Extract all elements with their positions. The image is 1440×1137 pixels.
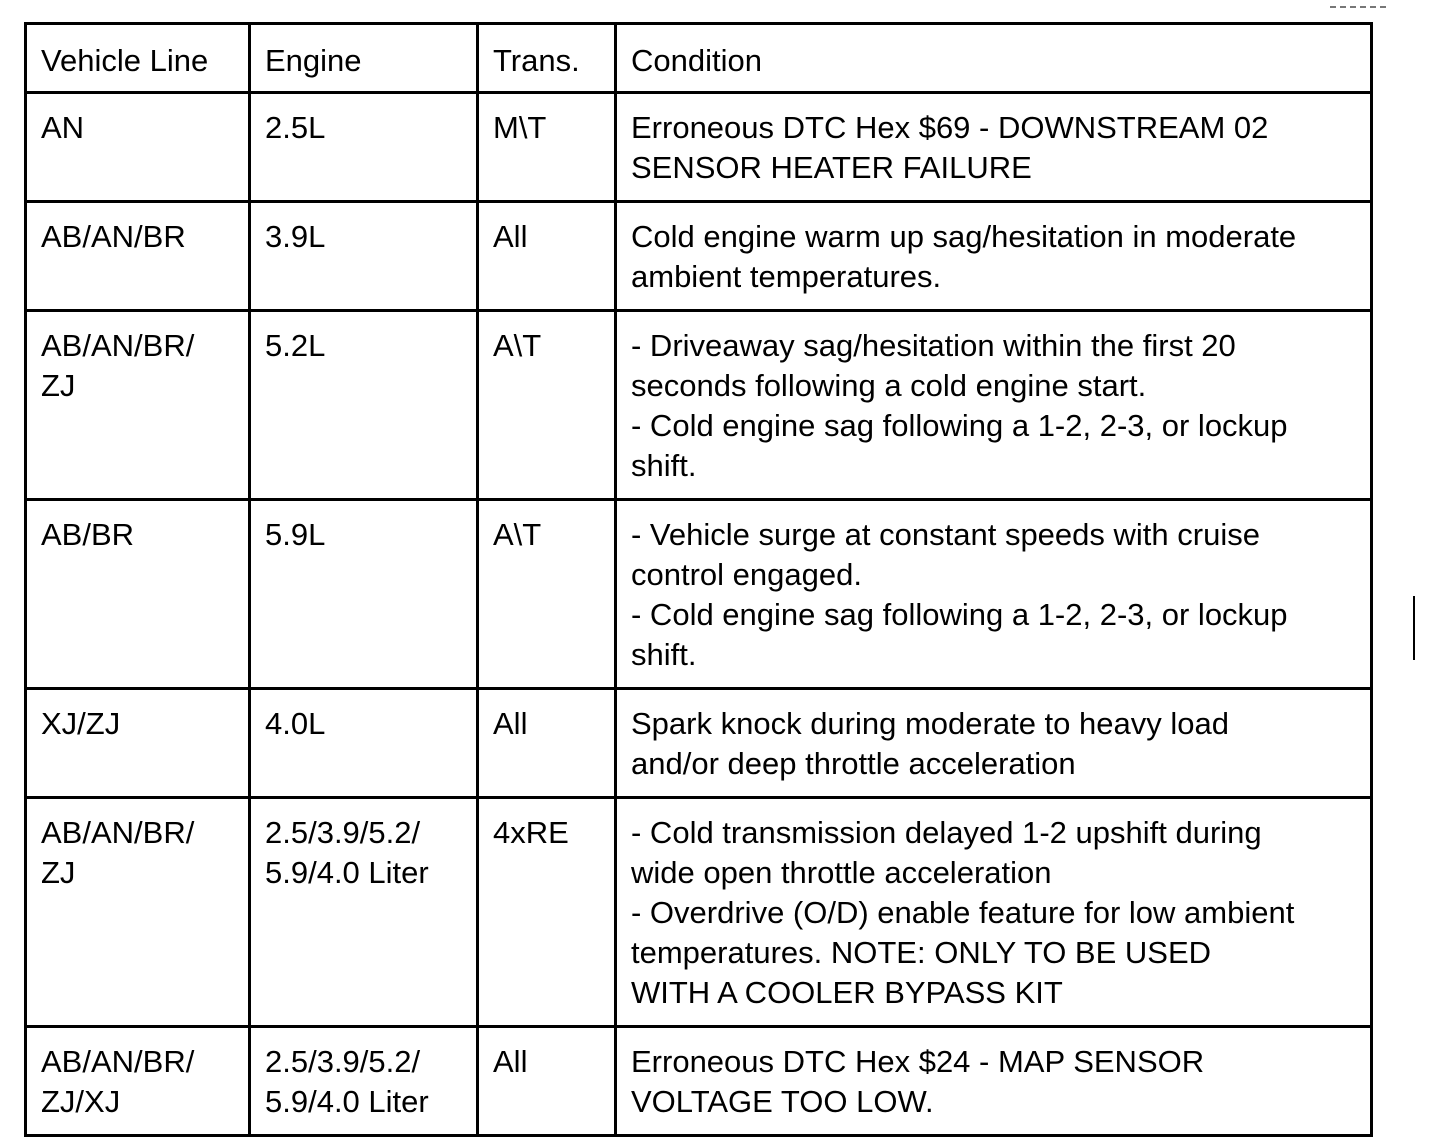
cell-engine <box>250 93 478 202</box>
cell-vehicle-line-line: AB/AN/BR/ <box>41 328 195 363</box>
cell-trans-line: All <box>493 219 528 254</box>
cell-condition-line: Cold engine warm up sag/hesitation in moderate <box>631 219 1297 254</box>
cell-condition-line: SENSOR HEATER FAILURE <box>631 150 1032 185</box>
cell-condition-line: WITH A COOLER BYPASS KIT <box>631 975 1063 1010</box>
cell-condition-line: - Cold engine sag following a 1-2, 2-3, or lockup <box>631 408 1288 443</box>
cell-engine-line: 5.9/4.0 Liter <box>265 855 429 890</box>
cell-engine-line: 2.5L <box>265 110 326 145</box>
cell-engine-line: 2.5/3.9/5.2/ <box>265 1044 421 1079</box>
cell-vehicle-line-line: XJ/ZJ <box>41 706 121 741</box>
cell-trans-line: A\T <box>493 517 542 552</box>
cell-engine-line: 4.0L <box>265 706 326 741</box>
cell-condition-line: ambient temperatures. <box>631 259 942 294</box>
cell-condition-line: Erroneous DTC Hex $69 - DOWNSTREAM 02 <box>631 110 1269 145</box>
cell-trans <box>478 93 616 202</box>
cell-vehicle-line-line: AB/AN/BR/ <box>41 815 195 850</box>
table-row <box>26 311 1372 500</box>
cell-trans-line: 4xRE <box>493 815 569 850</box>
cell-vehicle-line <box>26 202 250 311</box>
cell-condition-line: temperatures. NOTE: ONLY TO BE USED <box>631 935 1212 970</box>
cell-vehicle-line-line: ZJ/XJ <box>41 1084 121 1119</box>
cell-engine <box>250 202 478 311</box>
cell-trans-line: A\T <box>493 328 542 363</box>
cell-trans <box>478 798 616 1027</box>
cell-condition <box>616 689 1372 798</box>
cell-condition-line: - Driveaway sag/hesitation within the first 20 <box>631 328 1236 363</box>
cell-vehicle-line <box>26 689 250 798</box>
cell-condition <box>616 500 1372 689</box>
cell-engine-line: 2.5/3.9/5.2/ <box>265 815 421 850</box>
cell-engine <box>250 689 478 798</box>
cell-trans <box>478 689 616 798</box>
cell-engine-line: 5.9/4.0 Liter <box>265 1084 429 1119</box>
header-vehicle-line: Vehicle Line <box>26 24 250 93</box>
cell-vehicle-line-line: AN <box>41 110 85 145</box>
cell-engine-line: 3.9L <box>265 219 326 254</box>
cell-trans-line: All <box>493 1044 528 1079</box>
header-row <box>26 24 1372 93</box>
table-row <box>26 500 1372 689</box>
cell-condition <box>616 202 1372 311</box>
cell-vehicle-line <box>26 311 250 500</box>
cell-condition-line: and/or deep throttle acceleration <box>631 746 1076 781</box>
cell-condition-line: - Overdrive (O/D) enable feature for low ambient <box>631 895 1295 930</box>
cell-condition-line: VOLTAGE TOO LOW. <box>631 1084 934 1119</box>
scan-artifact-margin-line <box>1413 596 1415 660</box>
cell-condition-line: shift. <box>631 637 697 672</box>
header-trans: Trans. <box>478 24 616 93</box>
cell-vehicle-line-line: AB/AN/BR/ <box>41 1044 195 1079</box>
cell-condition-line: Erroneous DTC Hex $24 - MAP SENSOR <box>631 1044 1205 1079</box>
condition-table <box>24 22 1373 1137</box>
cell-condition-line: wide open throttle acceleration <box>631 855 1052 890</box>
cell-condition-line: Spark knock during moderate to heavy load <box>631 706 1229 741</box>
cell-condition-line: control engaged. <box>631 557 862 592</box>
cell-vehicle-line <box>26 93 250 202</box>
cell-vehicle-line-line: AB/BR <box>41 517 135 552</box>
cell-vehicle-line <box>26 1027 250 1136</box>
cell-condition-line: seconds following a cold engine start. <box>631 368 1147 403</box>
table-row <box>26 202 1372 311</box>
cell-engine-line: 5.2L <box>265 328 326 363</box>
header-condition: Condition <box>616 24 1372 93</box>
cell-trans <box>478 202 616 311</box>
cell-trans-line: All <box>493 706 528 741</box>
cell-engine-line: 5.9L <box>265 517 326 552</box>
cell-engine <box>250 311 478 500</box>
cell-condition <box>616 798 1372 1027</box>
cell-vehicle-line <box>26 798 250 1027</box>
cell-condition <box>616 1027 1372 1136</box>
cell-condition-line: shift. <box>631 448 697 483</box>
cell-vehicle-line-line: AB/AN/BR <box>41 219 186 254</box>
table-row <box>26 1027 1372 1136</box>
table-row <box>26 798 1372 1027</box>
cell-trans <box>478 311 616 500</box>
cell-condition <box>616 311 1372 500</box>
cell-vehicle-line <box>26 500 250 689</box>
cell-vehicle-line-line: ZJ <box>41 855 76 890</box>
cell-engine <box>250 1027 478 1136</box>
cell-vehicle-line-line: ZJ <box>41 368 76 403</box>
cell-condition-line: - Cold engine sag following a 1-2, 2-3, or lockup <box>631 597 1288 632</box>
cell-condition-line: - Cold transmission delayed 1-2 upshift during <box>631 815 1262 850</box>
header-engine: Engine <box>250 24 478 93</box>
cell-engine <box>250 798 478 1027</box>
scan-artifact-top <box>1330 6 1390 8</box>
table-row <box>26 689 1372 798</box>
cell-condition <box>616 93 1372 202</box>
cell-trans <box>478 1027 616 1136</box>
cell-trans <box>478 500 616 689</box>
cell-trans-line: M\T <box>493 110 547 145</box>
cell-condition-line: - Vehicle surge at constant speeds with cruise <box>631 517 1260 552</box>
table-row <box>26 93 1372 202</box>
cell-engine <box>250 500 478 689</box>
